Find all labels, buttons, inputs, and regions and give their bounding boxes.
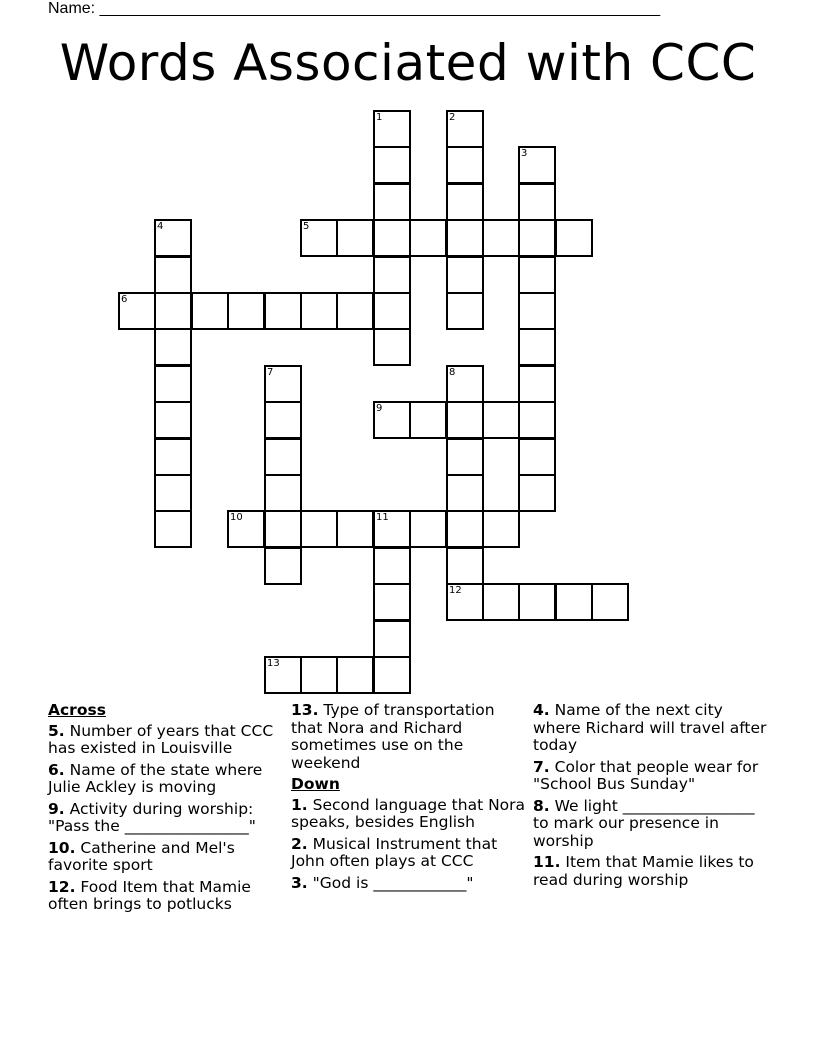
grid-cell[interactable] [373, 256, 411, 294]
clue-number-label: 9 [376, 403, 383, 414]
grid-cell[interactable] [264, 292, 302, 330]
grid-cell[interactable] [154, 510, 192, 548]
grid-cell[interactable] [446, 292, 484, 330]
clue-text: Type of transportation that Nora and Richard sometimes use on the weekend [291, 701, 495, 772]
grid-cell[interactable] [555, 583, 593, 621]
grid-cell[interactable] [518, 183, 556, 221]
grid-cell[interactable] [373, 583, 411, 621]
clue-text: We light _________________ to mark our presence in worship [533, 796, 755, 850]
grid-cell[interactable] [518, 256, 556, 294]
grid-cell[interactable] [518, 474, 556, 512]
clue-number: 5. [48, 721, 65, 740]
clue-text: Number of years that CCC has existed in Louisville [48, 721, 274, 757]
grid-cell[interactable] [518, 365, 556, 403]
clue-text: Musical Instrument that John often plays at CCC [291, 834, 498, 870]
down-clue [291, 836, 527, 871]
down-clue [291, 797, 527, 832]
clue-number-label: 6 [121, 294, 128, 305]
grid-cell[interactable] [300, 656, 338, 694]
across-clue [48, 879, 284, 914]
grid-cell[interactable] [518, 292, 556, 330]
grid-cell[interactable] [482, 583, 520, 621]
clue-text: Name of the next city where Richard will travel after today [533, 701, 767, 754]
clue-number-label: 12 [449, 585, 462, 596]
down-clue [533, 759, 769, 794]
grid-cell[interactable] [227, 292, 265, 330]
clues-column-1 [48, 702, 284, 918]
grid-cell[interactable] [300, 510, 338, 548]
grid-cell[interactable] [446, 474, 484, 512]
down-clue [533, 702, 769, 755]
grid-cell[interactable] [409, 219, 447, 257]
grid-cell[interactable] [264, 510, 302, 548]
grid-cell[interactable] [154, 438, 192, 476]
name-field-line[interactable]: Name: _______________________________________________________________ [48, 0, 661, 17]
clue-text: Second language that Nora speaks, besides English [291, 795, 526, 831]
clue-number: 13. [291, 701, 319, 719]
grid-cell[interactable] [154, 328, 192, 366]
grid-cell[interactable] [446, 365, 484, 403]
grid-cell[interactable] [446, 547, 484, 585]
grid-cell[interactable] [373, 401, 411, 439]
grid-cell[interactable] [373, 656, 411, 694]
grid-cell[interactable] [154, 365, 192, 403]
grid-cell[interactable] [409, 401, 447, 439]
grid-cell[interactable] [264, 474, 302, 512]
clue-number: 7. [533, 757, 550, 776]
clue-number: 10. [48, 838, 76, 857]
grid-cell[interactable] [373, 110, 411, 148]
grid-cell[interactable] [555, 219, 593, 257]
grid-cell[interactable] [446, 438, 484, 476]
clue-number-label: 4 [157, 221, 164, 232]
down-clue [533, 798, 769, 851]
grid-cell[interactable] [264, 365, 302, 403]
grid-cell[interactable] [118, 292, 156, 330]
grid-cell[interactable] [446, 510, 484, 548]
grid-cell[interactable] [518, 219, 556, 257]
across-heading: Across [48, 701, 106, 719]
across-clue [48, 723, 284, 758]
grid-cell[interactable] [446, 110, 484, 148]
grid-cell[interactable] [264, 656, 302, 694]
grid-cell[interactable] [373, 328, 411, 366]
grid-cell[interactable] [446, 583, 484, 621]
grid-cell[interactable] [373, 146, 411, 184]
clue-text: Activity during worship: "Pass the ________________" [48, 799, 256, 835]
clues-column-2 [291, 702, 527, 896]
clue-text: Color that people wear for "School Bus Sunday" [533, 757, 759, 793]
across-clue [48, 840, 284, 875]
clue-number-label: 13 [267, 658, 280, 669]
grid-cell[interactable] [446, 146, 484, 184]
grid-cell[interactable] [300, 292, 338, 330]
clue-number: 1. [291, 795, 308, 814]
across-clue [48, 801, 284, 836]
clue-number-label: 10 [230, 512, 243, 523]
across-clue [48, 762, 284, 797]
clue-number: 9. [48, 799, 65, 818]
grid-cell[interactable] [300, 219, 338, 257]
grid-cell[interactable] [482, 219, 520, 257]
clue-number: 2. [291, 834, 308, 853]
grid-cell[interactable] [154, 219, 192, 257]
clue-text: Item that Mamie likes to read during worship [533, 853, 754, 889]
grid-cell[interactable] [373, 219, 411, 257]
grid-cell[interactable] [373, 547, 411, 585]
grid-cell[interactable] [446, 256, 484, 294]
grid-cell[interactable] [518, 401, 556, 439]
grid-cell[interactable] [518, 328, 556, 366]
clue-text: Food Item that Mamie often brings to potlucks [48, 877, 251, 913]
clue-text: "God is ____________" [312, 873, 474, 892]
clue-number-label: 5 [303, 221, 310, 232]
down-clue [291, 875, 527, 893]
grid-cell[interactable] [446, 401, 484, 439]
grid-cell[interactable] [446, 183, 484, 221]
grid-cell[interactable] [482, 401, 520, 439]
grid-cell[interactable] [482, 510, 520, 548]
grid-cell[interactable] [446, 219, 484, 257]
grid-cell[interactable] [518, 438, 556, 476]
grid-cell[interactable] [518, 583, 556, 621]
clue-number-label: 3 [521, 148, 528, 159]
clue-number: 6. [48, 760, 65, 779]
clue-number: 12. [48, 877, 76, 896]
clue-number: 8. [533, 796, 550, 815]
grid-cell[interactable] [409, 510, 447, 548]
grid-cell[interactable] [373, 292, 411, 330]
clue-number-label: 2 [449, 112, 456, 123]
clue-text: Name of the state where Julie Ackley is moving [48, 760, 263, 796]
clue-number-label: 7 [267, 367, 274, 378]
grid-cell[interactable] [373, 510, 411, 548]
clue-number-label: 11 [376, 512, 389, 523]
grid-cell[interactable] [336, 219, 374, 257]
across-clue [291, 702, 527, 772]
grid-cell[interactable] [154, 256, 192, 294]
down-heading: Down [291, 775, 340, 793]
grid-cell[interactable] [154, 292, 192, 330]
clue-number: 3. [291, 873, 308, 892]
clues-column-3 [533, 702, 769, 893]
grid-cell[interactable] [264, 401, 302, 439]
clue-number-label: 8 [449, 367, 456, 378]
grid-cell[interactable] [518, 146, 556, 184]
clue-number: 11. [533, 853, 561, 871]
grid-cell[interactable] [154, 474, 192, 512]
grid-cell[interactable] [373, 183, 411, 221]
grid-cell[interactable] [373, 620, 411, 658]
grid-cell[interactable] [591, 583, 629, 621]
grid-cell[interactable] [227, 510, 265, 548]
clue-number-label: 1 [376, 112, 383, 123]
grid-cell[interactable] [264, 547, 302, 585]
down-clue [533, 854, 769, 889]
grid-cell[interactable] [154, 401, 192, 439]
grid-cell[interactable] [264, 438, 302, 476]
grid-cell[interactable] [336, 292, 374, 330]
grid-cell[interactable] [336, 656, 374, 694]
puzzle-title: Words Associated with CCC [59, 34, 757, 92]
grid-cell[interactable] [191, 292, 229, 330]
clue-text: Catherine and Mel's favorite sport [48, 838, 235, 874]
clue-number: 4. [533, 701, 550, 719]
grid-cell[interactable] [336, 510, 374, 548]
